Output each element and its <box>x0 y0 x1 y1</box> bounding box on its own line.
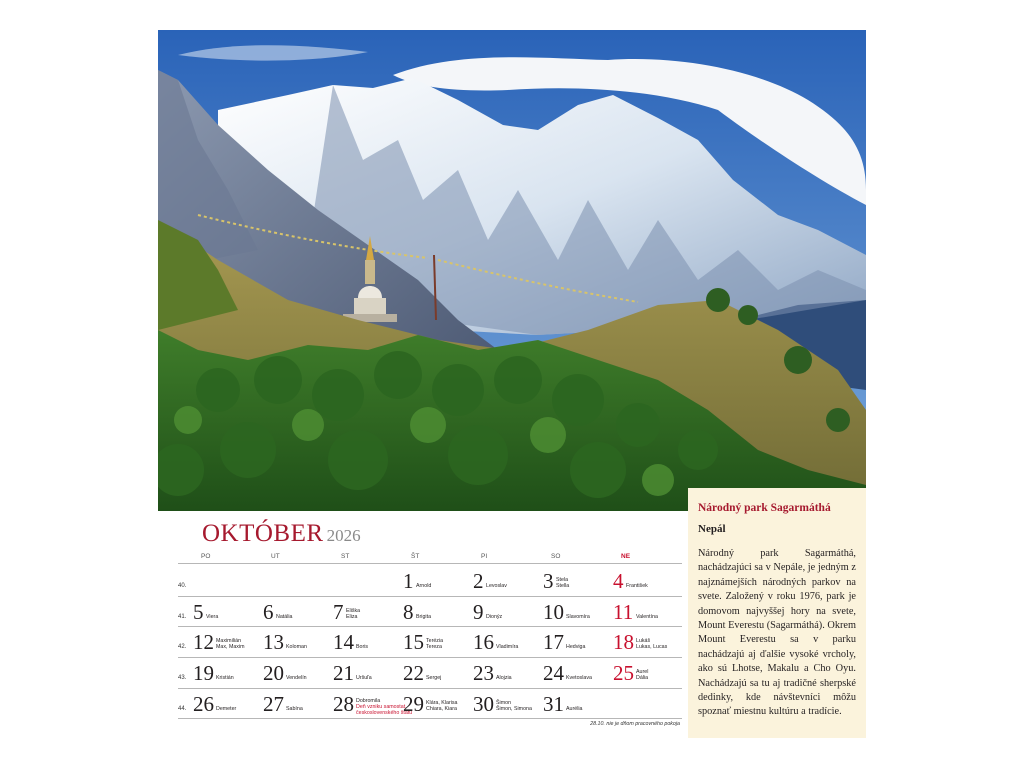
footnote: 28.10. nie je dňom pracovného pokoja <box>590 721 680 727</box>
day-number: 10 <box>543 600 564 624</box>
day-cell <box>473 658 541 686</box>
nameday-names <box>566 644 585 650</box>
day-number: 14 <box>333 630 354 654</box>
nameday-names <box>496 644 518 650</box>
day-number: 5 <box>193 600 204 624</box>
weekday-1: PO <box>201 553 211 560</box>
nameday-names <box>426 675 441 681</box>
day-cell <box>263 597 331 625</box>
nameday-names <box>346 608 360 620</box>
nameday-names <box>566 675 592 681</box>
nameday-names <box>636 638 667 650</box>
nameday-names <box>216 638 245 650</box>
day-number: 6 <box>263 600 274 624</box>
nameday-name: Natália <box>276 614 293 620</box>
day-cell <box>473 689 541 717</box>
day-number: 21 <box>333 661 354 685</box>
weekday-3: ST <box>341 553 350 560</box>
nameday-name: Lukáš <box>636 638 651 644</box>
nameday-names <box>356 644 368 650</box>
day-cell <box>613 566 681 594</box>
day-number: 16 <box>473 630 494 654</box>
nameday-name: Dália <box>636 675 649 681</box>
nameday-name: Viera <box>206 614 219 620</box>
day-number: 15 <box>403 630 424 654</box>
day-cell <box>263 658 331 686</box>
nameday-names <box>636 614 658 620</box>
nameday-name: Uršuľa <box>356 675 372 681</box>
day-cell <box>543 627 611 655</box>
day-number: 3 <box>543 569 554 593</box>
nameday-names <box>496 700 532 712</box>
nameday-name: Max, Maxim <box>216 644 245 650</box>
day-cell <box>333 689 413 717</box>
nameday-name: Hedviga <box>566 644 586 650</box>
day-cell <box>613 627 681 655</box>
nameday-name: Lukas, Lucas <box>636 644 668 650</box>
day-number: 27 <box>263 692 284 716</box>
nameday-name: Valentína <box>636 614 658 620</box>
day-cell <box>543 566 611 594</box>
day-cell <box>333 597 401 625</box>
nameday-name: Vladimíra <box>496 644 519 650</box>
nameday-name: Maximilián <box>216 638 242 644</box>
day-number: 30 <box>473 692 494 716</box>
nameday-name: Dobromila <box>356 698 381 704</box>
nameday-name: Kristián <box>216 675 234 681</box>
day-number: 11 <box>613 600 634 624</box>
nameday-names <box>486 583 507 589</box>
day-cell <box>403 627 471 655</box>
nameday-name: Arnold <box>416 583 432 589</box>
day-number: 23 <box>473 661 494 685</box>
row-divider <box>178 563 682 564</box>
day-cell <box>193 689 261 717</box>
info-title: Národný park Sagarmáthá <box>698 502 831 514</box>
day-cell <box>263 689 331 717</box>
day-number: 17 <box>543 630 564 654</box>
weekday-4: ŠT <box>411 553 420 560</box>
day-cell <box>333 658 401 686</box>
nameday-names <box>276 614 293 620</box>
nameday-names <box>636 669 648 681</box>
nameday-names <box>556 577 569 589</box>
nameday-names <box>626 583 648 589</box>
day-number: 26 <box>193 692 214 716</box>
day-cell <box>403 658 471 686</box>
row-divider <box>178 718 682 719</box>
nameday-names <box>416 614 431 620</box>
nameday-names <box>486 614 502 620</box>
info-panel <box>688 488 866 738</box>
month-name: OKTÓBER <box>202 520 324 547</box>
nameday-name: Tereza <box>426 644 442 650</box>
day-number: 31 <box>543 692 564 716</box>
day-number: 18 <box>613 630 634 654</box>
nameday-name: Demeter <box>216 706 237 712</box>
day-number: 4 <box>613 569 624 593</box>
day-cell <box>543 658 611 686</box>
info-text: Národný park Sagarmáthá, nachádzajúci sa v Nepále, je jedným z najznámejších národných parkov na svete. Založený v roku 1976, park je domovom najvyššej hory na svete, Mount Everestu (Sagarmáthá). Okrem Mount Everestu sa v parku nachádzajú aj ďalšie vysoké vrcholy, ako sú Lhotse, Makalu a Cho Oyu. Nachádzajú sa tu aj tradičné sherpské dedinky, kde návštevníci môžu spoznať miestnu kultúru a tradície. <box>698 548 856 718</box>
week-number: 44. <box>178 706 187 712</box>
nameday-name: Kvetoslava <box>566 675 592 681</box>
nameday-name: Vendelín <box>286 675 307 681</box>
day-cell <box>473 627 541 655</box>
day-cell <box>193 658 261 686</box>
holiday-note: Deň vzniku samostat. <box>356 704 407 710</box>
week-number: 41. <box>178 614 187 620</box>
nameday-name: Sergej <box>426 675 442 681</box>
nameday-name: Dionýz <box>486 614 503 620</box>
nameday-names <box>566 706 583 712</box>
day-number: 13 <box>263 630 284 654</box>
nameday-name: Sabína <box>286 706 303 712</box>
nameday-names <box>356 675 372 681</box>
nameday-names <box>496 675 512 681</box>
day-number: 20 <box>263 661 284 685</box>
nameday-name: Slavomíra <box>566 614 590 620</box>
day-cell <box>403 597 471 625</box>
day-number: 12 <box>193 630 214 654</box>
day-number: 25 <box>613 661 634 685</box>
nameday-names <box>286 644 307 650</box>
week-number: 40. <box>178 583 187 589</box>
week-number: 43. <box>178 675 187 681</box>
calendar-header <box>202 520 361 548</box>
nameday-name: Eliška <box>346 608 361 614</box>
nameday-name: Koloman <box>286 644 307 650</box>
nameday-names <box>426 700 458 712</box>
info-subtitle: Nepál <box>698 523 726 535</box>
nameday-name: Eliza <box>346 614 358 620</box>
nameday-names <box>206 614 218 620</box>
nameday-name: Levoslav <box>486 583 507 589</box>
nameday-name: Stela <box>556 577 569 583</box>
day-cell <box>333 627 401 655</box>
landscape-photo <box>158 30 866 511</box>
weekday-7: NE <box>621 553 631 560</box>
day-cell <box>543 597 611 625</box>
day-number: 28 <box>333 692 354 716</box>
nameday-names <box>216 706 236 712</box>
day-number: 9 <box>473 600 484 624</box>
day-cell <box>473 566 541 594</box>
nameday-name: Šimon, Simona <box>496 706 532 712</box>
day-number: 24 <box>543 661 564 685</box>
nameday-name: Stella <box>556 583 570 589</box>
weekday-5: PI <box>481 553 488 560</box>
day-cell <box>403 689 471 717</box>
day-cell <box>403 566 471 594</box>
day-number: 7 <box>333 600 344 624</box>
day-cell <box>613 597 681 625</box>
day-number: 22 <box>403 661 424 685</box>
day-cell <box>263 627 331 655</box>
nameday-name: Aurélia <box>566 706 583 712</box>
holiday-note: československého štátu <box>356 710 413 716</box>
year: 2026 <box>326 526 361 545</box>
weekday-6: SO <box>551 553 561 560</box>
nameday-name: Brigita <box>416 614 432 620</box>
day-number: 2 <box>473 569 484 593</box>
nameday-names <box>426 638 443 650</box>
day-number: 29 <box>403 692 424 716</box>
nameday-names <box>566 614 590 620</box>
day-number: 19 <box>193 661 214 685</box>
day-cell <box>543 689 611 717</box>
nameday-name: Chiara, Kiara <box>426 706 457 712</box>
day-number: 8 <box>403 600 414 624</box>
nameday-names <box>286 675 307 681</box>
day-cell <box>613 658 681 686</box>
week-number: 42. <box>178 644 187 650</box>
nameday-name: Terézia <box>426 638 444 644</box>
mountain-landscape-image <box>158 30 866 511</box>
day-number: 1 <box>403 569 414 593</box>
nameday-names <box>416 583 431 589</box>
weekday-2: UT <box>271 553 280 560</box>
nameday-name: Šimon <box>496 700 512 706</box>
day-cell <box>473 597 541 625</box>
day-cell <box>193 627 261 655</box>
nameday-name: Klára, Klarisa <box>426 700 458 706</box>
nameday-name: Boris <box>356 644 369 650</box>
nameday-name: Aurel <box>636 669 649 675</box>
nameday-names <box>286 706 303 712</box>
nameday-names <box>216 675 234 681</box>
day-cell <box>193 597 261 625</box>
nameday-name: Alojzia <box>496 675 512 681</box>
nameday-name: František <box>626 583 648 589</box>
